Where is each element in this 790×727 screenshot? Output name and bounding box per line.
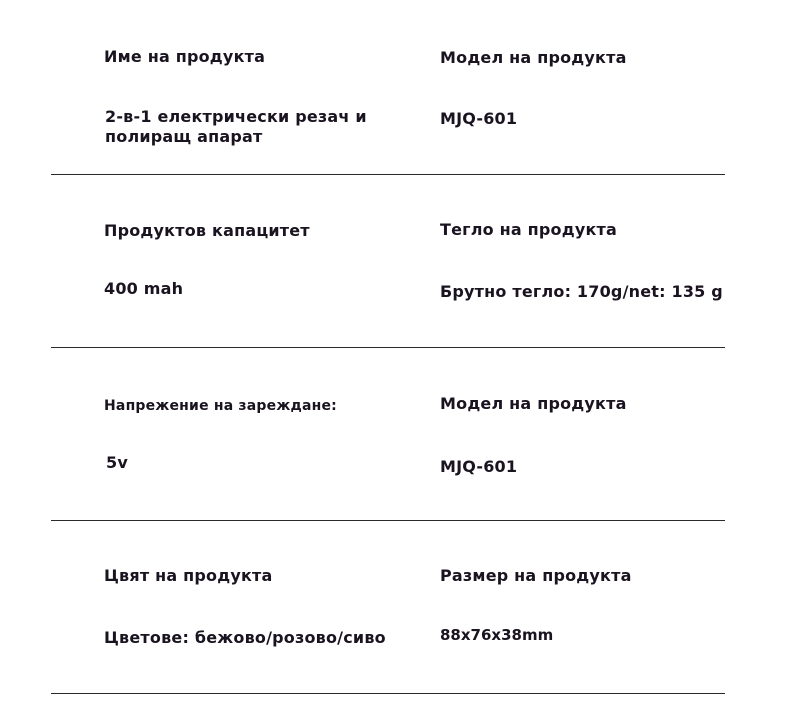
row-divider — [51, 347, 725, 348]
product-model-value: MJQ-601 — [440, 457, 518, 476]
product-color-label: Цвят на продукта — [104, 566, 273, 585]
product-weight-label: Тегло на продукта — [440, 220, 618, 239]
product-weight-value: Брутно тегло: 170g/net: 135 g — [440, 282, 723, 301]
product-model-value: MJQ-601 — [440, 109, 518, 128]
row-divider — [51, 174, 725, 175]
product-size-label: Размер на продукта — [440, 566, 632, 585]
row-divider — [51, 520, 725, 521]
product-color-value: Цветове: бежово/розово/сиво — [104, 628, 386, 647]
row-divider — [51, 693, 725, 694]
product-model-label: Модел на продукта — [440, 394, 627, 413]
product-name-value: 2-в-1 електрически резач и полиращ апарат — [105, 107, 367, 146]
product-size-value: 88x76x38mm — [440, 626, 554, 644]
charging-voltage-label: Напрежение на зареждане: — [104, 398, 337, 414]
charging-voltage-value: 5v — [106, 453, 128, 472]
product-capacity-label: Продуктов капацитет — [104, 221, 310, 240]
product-name-label: Име на продукта — [104, 47, 266, 66]
product-model-label: Модел на продукта — [440, 48, 627, 67]
product-capacity-value: 400 mah — [104, 279, 184, 298]
